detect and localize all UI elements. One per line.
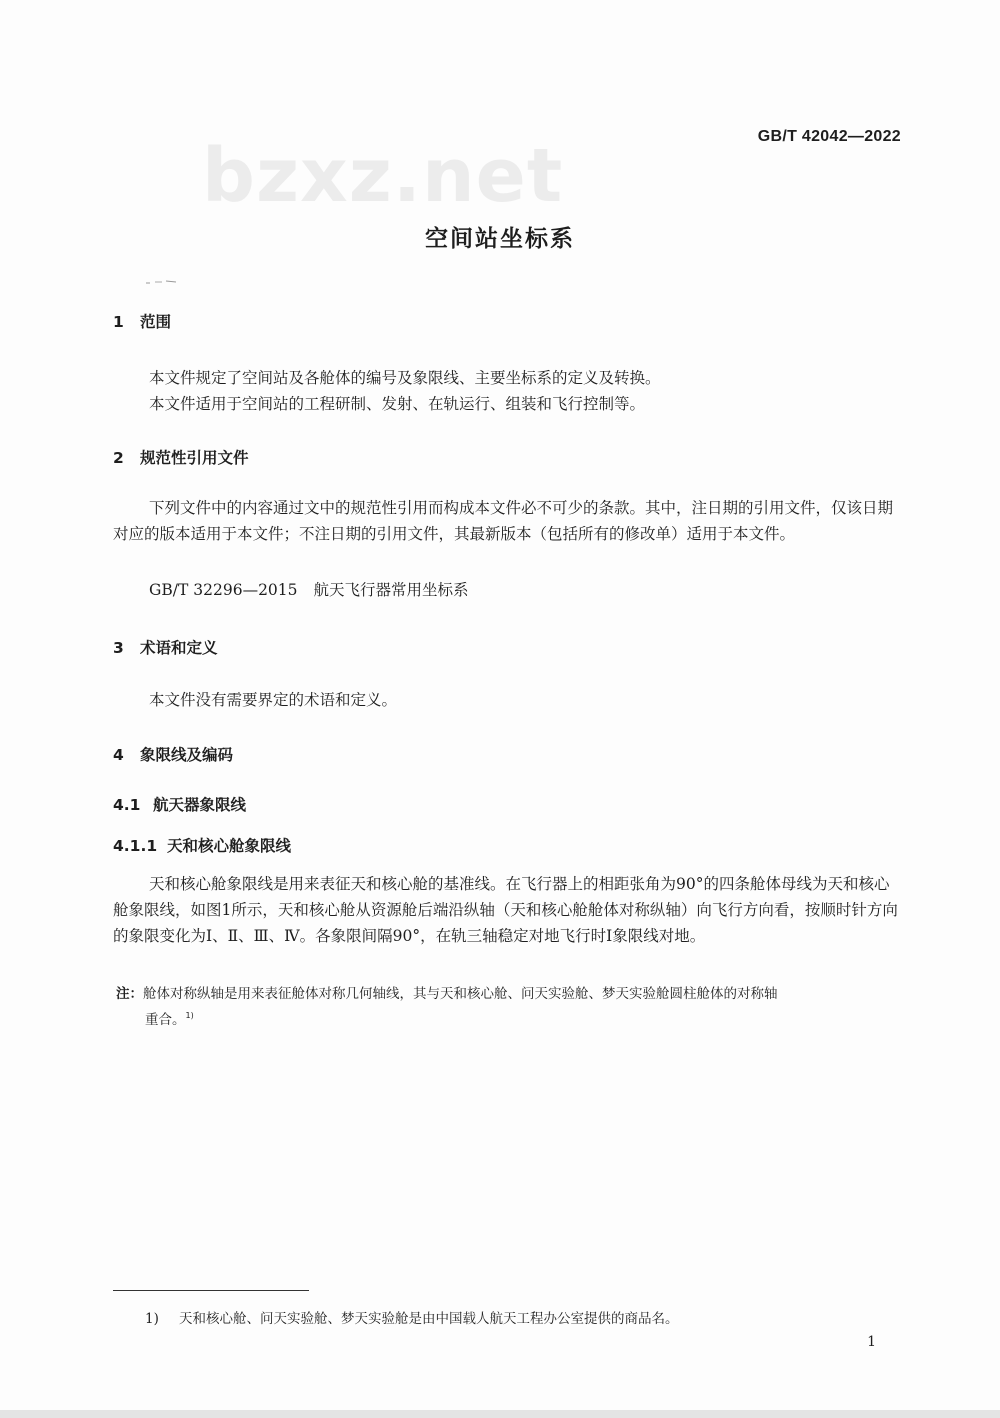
- note: [116, 983, 902, 1006]
- footnote-ref[interactable]: 1): [185, 1011, 194, 1020]
- section-number: 3: [113, 639, 124, 657]
- reference-title: 航天飞行器常用坐标系: [313, 581, 469, 599]
- note-continuation: [145, 1008, 194, 1028]
- footnote: [145, 1307, 679, 1327]
- footnote-separator: [113, 1290, 309, 1291]
- note-continuation-text: 重合。: [145, 1012, 186, 1028]
- section-title: 象限线及编码: [140, 746, 234, 764]
- section-title: 航天器象限线: [153, 796, 247, 814]
- section-number: 4.1.1: [113, 837, 158, 855]
- section-4-1-heading: [113, 793, 246, 815]
- footnote-number: 1): [145, 1311, 159, 1327]
- section-title: 规范性引用文件: [140, 449, 249, 467]
- section-4-1-1-heading: [113, 834, 291, 856]
- section-number: 4.1: [113, 796, 141, 814]
- section-2-heading: [113, 446, 249, 468]
- section-number: 2: [113, 449, 124, 467]
- normative-reference: [149, 577, 469, 603]
- standard-number: GB/T 42042—2022: [757, 128, 901, 145]
- section-number: 4: [113, 746, 124, 764]
- page-edge: [0, 1410, 1000, 1418]
- watermark: bzxz.net: [202, 133, 564, 219]
- section-title: 范围: [140, 313, 172, 331]
- paragraph: 天和核心舱象限线是用来表征天和核心舱的基准线。在飞行器上的相距张角为90°的四条舱体母线为天和核心舱象限线，如图1所示，天和核心舱从资源舱后端沿纵轴（天和核心舱舱体对称纵轴）向飞行方向看，按顺时针方向的象限变化为Ⅰ、Ⅱ、Ⅲ、Ⅳ。各象限间隔90°，在轨三轴稳定对地飞行时Ⅰ象限线对地。: [113, 875, 898, 945]
- section-4-heading: [113, 743, 233, 765]
- page-number: 1: [867, 1334, 876, 1350]
- footnote-text: 天和核心舱、问天实验舱、梦天实验舱是由中国载人航天工程办公室提供的商品名。: [179, 1311, 679, 1327]
- paragraph: 下列文件中的内容通过文中的规范性引用而构成本文件必不可少的条款。其中，注日期的引用文件，仅该日期对应的版本适用于本文件；不注日期的引用文件，其最新版本（包括所有的修改单）适用于本文件。: [113, 499, 894, 543]
- paragraph: 本文件没有需要界定的术语和定义。: [149, 691, 398, 709]
- section-number: 1: [113, 313, 124, 331]
- section-1-heading: [113, 310, 171, 332]
- section-title: 术语和定义: [140, 639, 218, 657]
- note-label: 注：: [116, 986, 143, 1002]
- reference-code: GB/T 32296—2015: [149, 581, 298, 599]
- note-text: 舱体对称纵轴是用来表征舱体对称几何轴线，其与天和核心舱、问天实验舱、梦天实验舱圆柱舱体的对称轴: [143, 986, 778, 1002]
- paragraph: 本文件适用于空间站的工程研制、发射、在轨运行、组装和飞行控制等。: [149, 395, 646, 413]
- scan-mark: [146, 278, 178, 284]
- paragraph: 本文件规定了空间站及各舱体的编号及象限线、主要坐标系的定义及转换。: [149, 369, 661, 387]
- section-3-heading: [113, 636, 218, 658]
- section-title: 天和核心舱象限线: [167, 837, 292, 855]
- document-title: 空间站坐标系: [425, 226, 575, 252]
